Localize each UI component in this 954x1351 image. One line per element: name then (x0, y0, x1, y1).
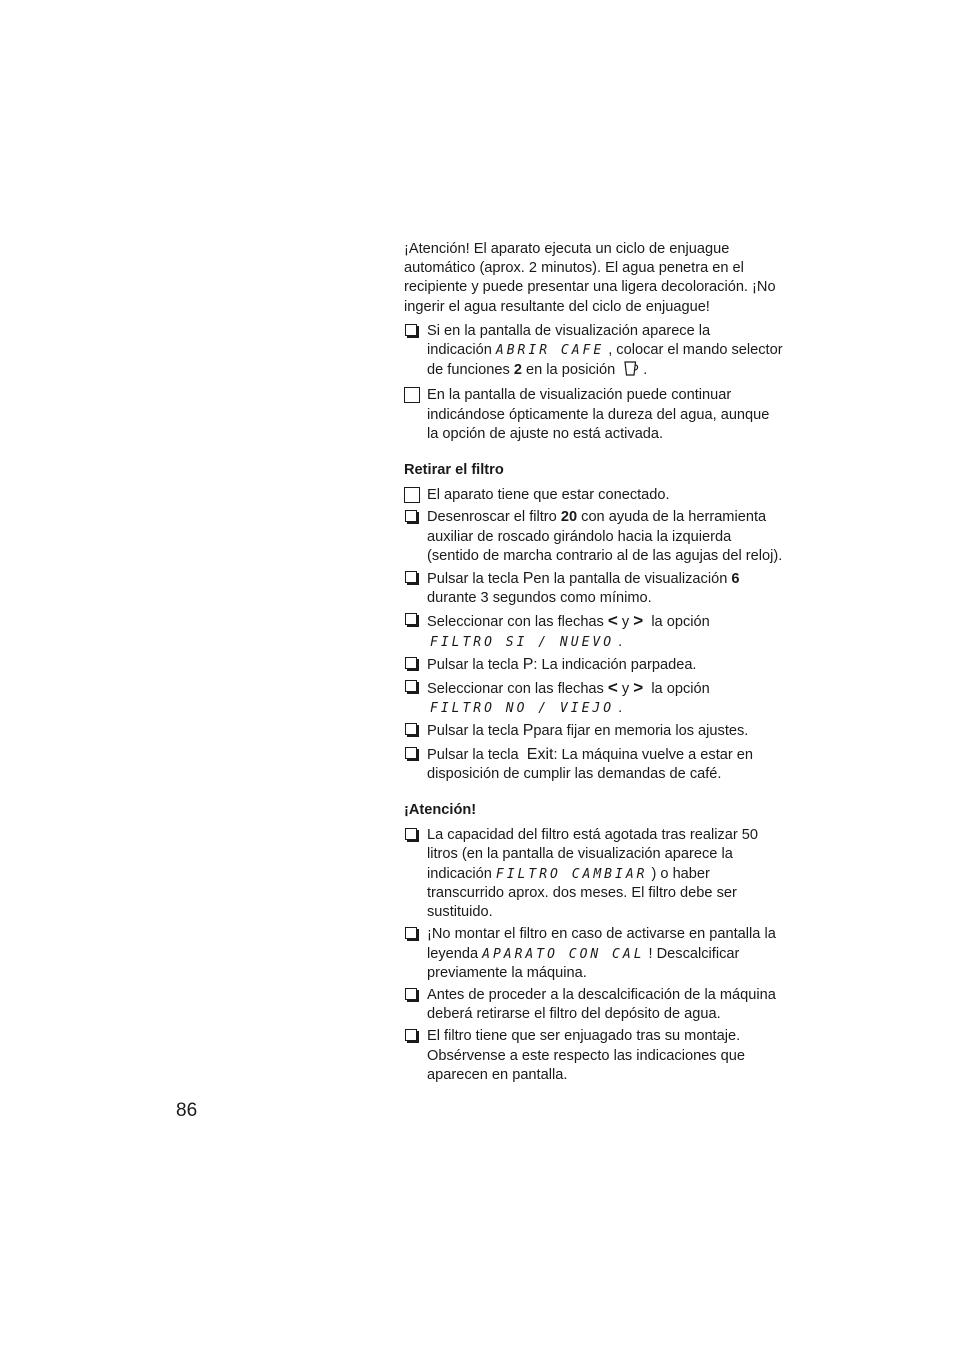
display-text: FILTRO NO / VIEJO (430, 701, 615, 717)
list-item: En la pantalla de visualización puede continuar indicándose ópticamente la dureza del agua, aunque la opción de ajuste no está activada. (404, 386, 784, 444)
list-item: El aparato tiene que estar conectado. (404, 486, 784, 505)
checkbox-bullet-icon (404, 745, 420, 764)
arrow-right-icon: > (633, 611, 644, 631)
content-column (404, 240, 784, 1088)
checkbox-bullet-icon (404, 925, 420, 944)
intro-attention-label: ¡Atención! (404, 241, 470, 257)
checkbox-bullet-icon (404, 611, 420, 630)
intro-text: El aparato ejecuta un ciclo de enjuague automático (aprox. 2 minutos). El agua penetra en el recipiente y puede presentar una ligera decoloración. ¡No ingerir el agua resultante del ciclo de enjuague! (404, 241, 776, 315)
list-item: Si en la pantalla de visualización aparece la indicación ABRIR CAFE , colocar el mando selector de funciones 2 en la posición . (404, 322, 784, 384)
display-text: APARATO CON CAL (482, 946, 645, 962)
note-box-icon (404, 486, 420, 505)
list-item: ¡No montar el filtro en caso de activarse en pantalla la leyenda APARATO CON CAL ! Descalcificar previamente la máquina. (404, 925, 784, 983)
section-heading-atencion: ¡Atención! (404, 802, 477, 819)
checkbox-bullet-icon (404, 678, 420, 697)
checkbox-bullet-icon (404, 986, 420, 1005)
checkbox-bullet-icon (404, 322, 420, 341)
checkbox-bullet-icon (404, 508, 420, 527)
list-item: Seleccionar con las flechas < y > la opción FILTRO SI / NUEVO . (404, 611, 784, 651)
list-item: Pulsar la tecla P: La indicación parpadea. (404, 655, 784, 675)
arrow-right-icon: > (633, 678, 644, 698)
intro-paragraph (404, 240, 784, 317)
instruction-list-3 (404, 826, 784, 1085)
checkbox-bullet-icon (404, 569, 420, 588)
instruction-list-2 (404, 486, 784, 784)
list-item: Pulsar la tecla Exit: La máquina vuelve a estar en disposición de cumplir las demandas de café. (404, 745, 784, 784)
checkbox-bullet-icon (404, 655, 420, 674)
list-item: Pulsar la tecla Ppara fijar en memoria los ajustes. (404, 721, 784, 741)
checkbox-bullet-icon (404, 1027, 420, 1046)
display-text: FILTRO SI / NUEVO (430, 634, 615, 650)
list-item: El filtro tiene que ser enjuagado tras su montaje. Obsérvense a este respecto las indicaciones que aparecen en pantalla. (404, 1027, 784, 1085)
list-item: Seleccionar con las flechas < y > la opción FILTRO NO / VIEJO . (404, 678, 784, 718)
note-box-icon (404, 386, 420, 405)
page-number: 86 (176, 1100, 198, 1121)
instruction-list-1 (404, 322, 784, 444)
section-heading-retirar-filtro: Retirar el filtro (404, 462, 504, 479)
list-item: Antes de proceder a la descalcificación de la máquina deberá retirarse el filtro del depósito de agua. (404, 986, 784, 1024)
display-text: FILTRO CAMBIAR (495, 866, 648, 882)
key-exit-label: Exit (526, 745, 554, 763)
checkbox-bullet-icon (404, 826, 420, 845)
arrow-left-icon: < (607, 678, 618, 698)
list-item: Desenroscar el filtro 20 con ayuda de la herramienta auxiliar de roscado girándolo hacia la izquierda (sentido de marcha contrario al de las agujas del reloj). (404, 508, 784, 566)
checkbox-bullet-icon (404, 721, 420, 740)
key-p-label: P (522, 570, 534, 588)
display-text: ABRIR CAFE (495, 343, 605, 359)
key-p-label: P (522, 722, 534, 740)
list-item: Pulsar la tecla Pen la pantalla de visualización 6 durante 3 segundos como mínimo. (404, 569, 784, 608)
arrow-left-icon: < (607, 611, 618, 631)
list-item: La capacidad del filtro está agotada tras realizar 50 litros (en la pantalla de visualización aparece la indicación FILTRO CAMBIAR ) o haber transcurrido aprox. dos meses. El filtro debe ser sustituido. (404, 826, 784, 922)
key-p-label: P (522, 655, 534, 673)
cup-icon (623, 360, 639, 383)
